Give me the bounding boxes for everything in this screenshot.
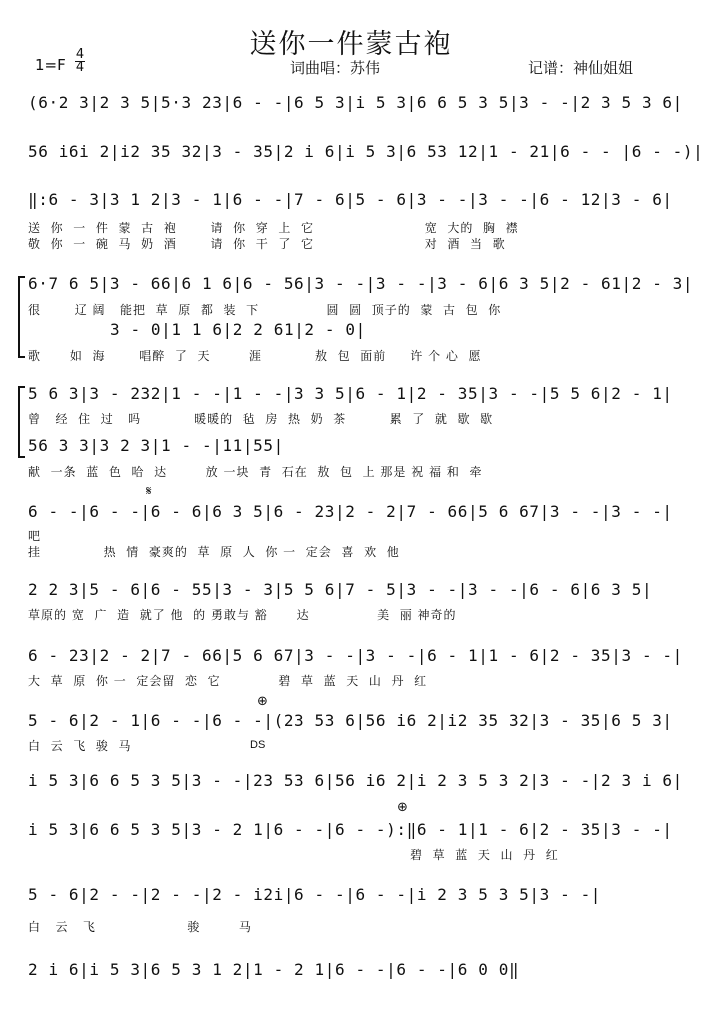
lyric-line: 白 云 飞 骏 马 <box>28 920 252 934</box>
notation-line: 2 2 3|5 - 6|6 - 55|3 - 3|5 5 6|7 - 5|3 - -|3 - -|6 - 6|6 3 5| <box>28 580 653 599</box>
notation-line: (6·2 3|2 3 5|5·3 23|6 - -|6 5 3|i 5 3|6 6 5 3 5|3 - -|2 3 5 3 6| <box>28 93 683 112</box>
lyric-line: 草原的 宽 广 造 就了 他 的 勇敢与 豁 达 美 丽 神奇的 <box>28 608 457 622</box>
notation-line: 6·7 6 5|3 - 66|6 1 6|6 - 56|3 - -|3 - -|3 - 6|6 3 5|2 - 61|2 - 3| <box>28 274 694 293</box>
time-signature-bottom: 4 <box>75 60 85 75</box>
notation-line: 5 6 3|3 - 232|1 - -|1 - -|3 3 5|6 - 1|2 - 35|3 - -|5 5 6|2 - 1| <box>28 384 673 403</box>
lyric-line: 大 草 原 你 一 定会留 恋 它 碧 草 蓝 天 山 丹 红 <box>28 674 428 688</box>
dal-segno-mark: DS <box>250 739 266 751</box>
notation-line: ‖:6 - 3|3 1 2|3 - 1|6 - -|7 - 6|5 - 6|3 - -|3 - -|6 - 12|3 - 6| <box>28 190 673 209</box>
notation-line: 56 i6i 2|i2 35 32|3 - 35|2 i 6|i 5 3|6 53 12|1 - 21|6 - - |6 - -)| <box>28 142 703 161</box>
time-signature-top: 4 <box>75 47 85 62</box>
lyric-line: 歌 如 海 唱醉 了 天 涯 敖 包 面前 许 个 心 愿 <box>28 349 482 363</box>
notation-line: 6 - 23|2 - 2|7 - 66|5 6 67|3 - -|3 - -|6 - 1|1 - 6|2 - 35|3 - -| <box>28 646 683 665</box>
notation-line: 5 - 6|2 - 1|6 - -|6 - -|(23 53 6|56 i6 2|i2 35 32|3 - 35|6 5 3| <box>28 711 673 730</box>
time-signature <box>75 49 85 74</box>
coda-icon: ⊕ <box>397 800 408 815</box>
lyricist-composer-singer: 词曲唱：苏伟 <box>290 59 381 77</box>
lyric-line: 曾 经 住 过 吗 暖暖的 毡 房 热 奶 茶 累 了 就 歇 歇 <box>28 412 494 426</box>
notation-line: 5 - 6|2 - -|2 - -|2 - i2i|6 - -|6 - -|i 2 3 5 3 5|3 - -| <box>28 885 602 904</box>
notation-line: 2 i 6|i 5 3|6 5 3 1 2|1 - 2 1|6 - -|6 - -|6 0 0‖ <box>28 960 520 979</box>
notation-line: 3 - 0|1 1 6|2 2 61|2 - 0| <box>110 320 366 339</box>
lyric-line: 送 你 一 件 蒙 古 袍 请 你 穿 上 它 宽 大的 胸 襟 <box>28 221 519 235</box>
lyric-line: 吧 <box>28 529 42 543</box>
key-signature: 1=F <box>35 56 66 74</box>
lyric-line: 白 云 飞 骏 马 <box>28 739 132 753</box>
coda-icon: ⊕ <box>257 694 268 709</box>
voice-bracket <box>18 386 25 458</box>
song-title: 送你一件蒙古袍 <box>249 29 453 60</box>
lyric-line: 碧 草 蓝 天 山 丹 红 <box>410 848 559 862</box>
transcriber: 记谱：神仙姐姐 <box>528 59 634 77</box>
lyric-line: 献 一条 蓝 色 哈 达 放 一块 青 石在 敖 包 上 那是 祝 福 和 牵 <box>28 465 483 479</box>
lyric-line: 敬 你 一 碗 马 奶 酒 请 你 干 了 它 对 酒 当 歌 <box>28 237 506 251</box>
lyric-line: 很 辽 阔 能把 草 原 都 装 下 圆 圆 顶子的 蒙 古 包 你 <box>28 303 502 317</box>
notation-line: 56 3 3|3 2 3|1 - -|11|55| <box>28 436 284 455</box>
notation-line: i 5 3|6 6 5 3 5|3 - 2 1|6 - -|6 - -):‖6 - 1|1 - 6|2 - 35|3 - -| <box>28 820 673 839</box>
lyric-line: 挂 热 情 豪爽的 草 原 人 你 一 定会 喜 欢 他 <box>28 545 400 559</box>
segno-icon: 𝄋 <box>146 484 152 499</box>
voice-bracket <box>18 276 25 358</box>
notation-line: 6 - -|6 - -|6 - 6|6 3 5|6 - 23|2 - 2|7 - 66|5 6 67|3 - -|3 - -| <box>28 502 673 521</box>
notation-line: i 5 3|6 6 5 3 5|3 - -|23 53 6|56 i6 2|i 2 3 5 3 2|3 - -|2 3 i 6| <box>28 771 683 790</box>
